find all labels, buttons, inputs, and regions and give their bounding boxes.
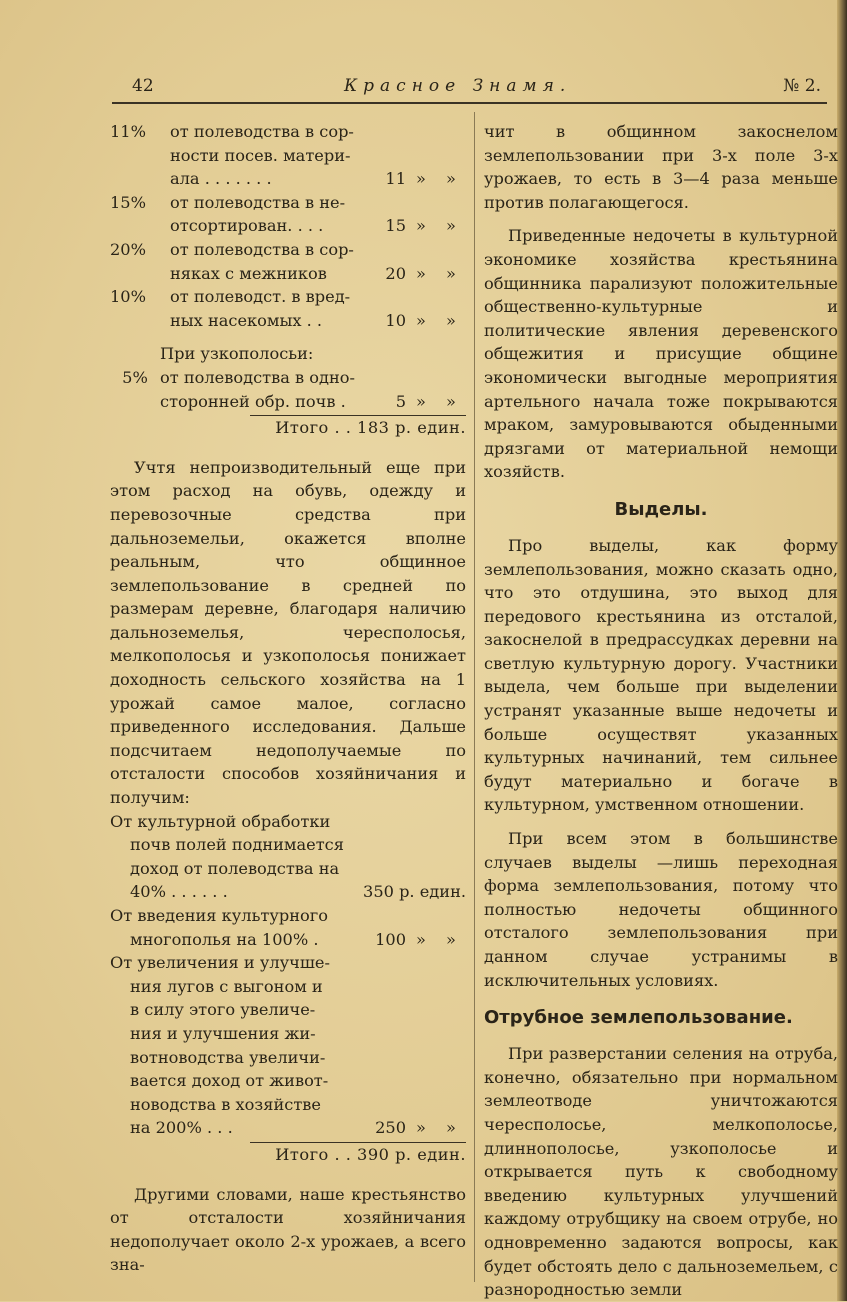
gain-line: на 200% . . . xyxy=(130,1118,233,1138)
ditto-mark: » xyxy=(416,929,426,949)
paragraph: Про выделы, как форму землепользования, можно сказать одно, что это отдушина, это выход для передового крестьянина из отсталой, закоснелой в предрассудках деревни на светлую культурную дорогу. Участники выдела, чем больше при выделении устранят указанные выше недочеты и больше осуществят указанных культурных начинаний, тем сильнее будут материально и богаче в культурном, умственном отношении. xyxy=(484,535,838,815)
ditto-mark: » xyxy=(416,263,426,283)
loss-entry xyxy=(110,366,466,413)
section-heading: Выделы. xyxy=(614,498,708,520)
ditto-mark: » xyxy=(446,310,456,330)
gain-entry xyxy=(110,904,466,951)
loss-line: от полеводства в не- xyxy=(170,192,346,212)
loss-entry xyxy=(110,191,466,238)
ditto-mark: » xyxy=(416,1118,426,1138)
ditto-mark: » xyxy=(446,1118,456,1138)
gain-line: От увеличения и улучше- xyxy=(110,953,330,973)
gain-line: ния лугов с выгоном и xyxy=(130,976,323,996)
paragraph: чит в общинном закоснелом землепользовании при 3-х поле 3-х урожаев, то есть в 3—4 раза меньше против полагающегося. xyxy=(484,122,838,212)
loss-entry xyxy=(110,285,466,332)
paragraph: Другими словами, наше крестьянство от отсталости хозяйничания недополучает около 2-х урожаев, а всего зна- xyxy=(110,1184,466,1275)
loss-value: 11 xyxy=(385,169,406,189)
gain-line: 40% . . . . . . xyxy=(130,882,228,902)
page-header xyxy=(112,72,827,104)
loss-value: 5 xyxy=(395,391,406,411)
paragraph: Учтя непроизводительный еще при этом расход на обувь, одежду и перевозочные средства при дальноземельи, окажется вполне реальным, что общинное землепользование в средней по размерам деревне, благодаря наличию дальноземелья, чересполосья, мелкополосья и узкополосья понижает доходность сельского хозяйства на 1 урожай самое малое, согласно приведенного исследования. Дальше подсчитаем недополучаемые по отсталости способов хозяйничания и получим: xyxy=(110,457,466,808)
loss-line: отсортирован. . . . xyxy=(170,216,324,236)
gain-line: доход от полеводства на xyxy=(130,858,340,878)
loss-percent: 10% xyxy=(110,287,146,307)
gain-line: ния и улучшения жи- xyxy=(130,1023,316,1043)
ditto-mark: » xyxy=(446,929,456,949)
total-gains: Итого . . 390 р. един. xyxy=(275,1144,466,1164)
column-divider xyxy=(474,112,475,1282)
gain-value: 100 xyxy=(375,929,406,949)
gain-line: вотноводства увеличи- xyxy=(130,1047,326,1067)
paragraph: Приведенные недочеты в культурной экономике хозяйства крестьянина общинника парализуют положительные общественно-культурные и политические явления деревенского общежития и присущие общине экономически выгодные мероприятия артельного начала тоже покрываются мраком, замуровываются обыденными дрязгами от материальной немощи хозяйств. xyxy=(484,226,838,482)
loss-percent: 20% xyxy=(110,239,146,259)
right-column xyxy=(484,120,838,1302)
loss-line: ности посев. матери- xyxy=(170,145,351,165)
loss-percent: 11% xyxy=(110,122,146,141)
gain-value: 350 р. един. xyxy=(363,882,466,902)
gain-line: вается доход от живот- xyxy=(130,1071,329,1091)
loss-value: 20 xyxy=(385,263,406,283)
loss-entry xyxy=(110,238,466,285)
gain-line: новодства в хозяйстве xyxy=(130,1094,321,1114)
gain-value: 250 xyxy=(375,1118,406,1138)
header-rule xyxy=(112,102,827,104)
loss-line: сторонней обр. почв . xyxy=(160,391,346,411)
left-column xyxy=(110,120,466,1277)
gain-entry xyxy=(110,810,466,904)
gain-entry xyxy=(110,951,466,1140)
loss-line: няках с межников xyxy=(170,263,327,283)
ditto-mark: » xyxy=(416,216,426,236)
loss-percent: 15% xyxy=(110,192,146,212)
gain-line: От культурной обработки xyxy=(110,811,331,831)
ditto-mark: » xyxy=(416,169,426,189)
gain-line: От введения культурного xyxy=(110,906,329,925)
loss-entry xyxy=(110,120,466,191)
loss-line: ных насекомых . . xyxy=(170,310,323,330)
ditto-mark: » xyxy=(446,216,456,236)
page-edge-shadow xyxy=(837,0,847,1301)
gain-line: многополья на 100% . xyxy=(130,929,319,949)
section-heading: Отрубное землепользование. xyxy=(484,1007,793,1029)
paragraph: При разверстании селения на отруба, конечно, обязательно при нормальном землеотводе уничтожаются чересполосье, мелкополосье, длиннополосье, узкополосье и открывается путь к свободному введению культурных улучшений каждому отрубщику на своем отрубе, но одновременно задаются вопросы, как будет обстоять дело с дальноземельем, с разнородностью земли xyxy=(484,1044,838,1300)
narrow-strips-heading: При узкополосьи: xyxy=(160,344,314,364)
gain-line: почв полей поднимается xyxy=(130,835,344,855)
loss-value: 15 xyxy=(385,216,406,236)
loss-line: от полеводства в сор- xyxy=(170,122,354,141)
ditto-mark: » xyxy=(446,169,456,189)
gain-line: в силу этого увеличе- xyxy=(130,1000,316,1020)
loss-line: от полеводства в одно- xyxy=(160,367,355,387)
paragraph: При всем этом в большинстве случаев выделы —лишь переходная форма землепользования, потому что полностью недочеты общинного отсталого землепользования при данном случае устранимы в исключительных условиях. xyxy=(484,829,838,990)
page-number: 42 xyxy=(132,76,154,96)
issue-number: № 2. xyxy=(783,76,821,96)
ditto-mark: » xyxy=(416,310,426,330)
loss-line: ала . . . . . . . xyxy=(170,169,272,189)
loss-percent: 5% xyxy=(122,367,148,387)
loss-line: от полеводст. в вред- xyxy=(170,287,351,307)
ditto-mark: » xyxy=(416,391,426,411)
journal-title: Красное Знамя. xyxy=(344,76,572,96)
ditto-mark: » xyxy=(446,391,456,411)
total-losses: Итого . . 183 р. един. xyxy=(275,418,466,438)
loss-line: от полеводства в сор- xyxy=(170,239,354,259)
loss-value: 10 xyxy=(385,310,406,330)
ditto-mark: » xyxy=(446,263,456,283)
